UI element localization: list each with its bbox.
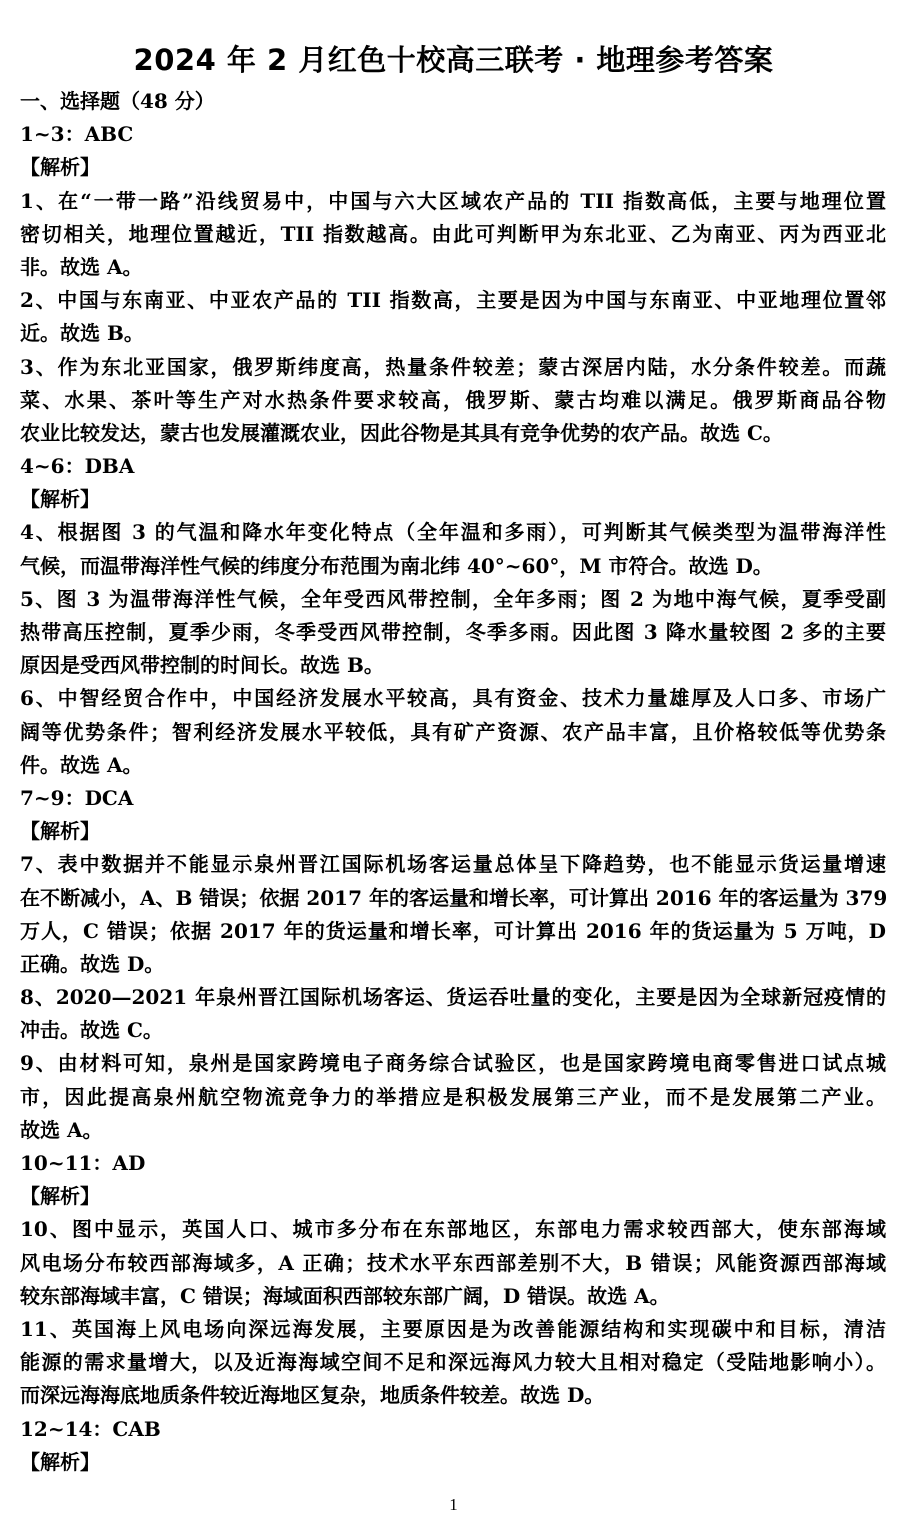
text-line: 热带高压控制，夏季少雨，冬季受西风带控制，冬季多雨。因此图 3 降水量较图 2 多的主要	[20, 620, 886, 644]
page-number: 1	[449, 1495, 458, 1514]
text-line: 故选 A。	[20, 1117, 103, 1142]
text-line: 2、中国与东南亚、中亚农产品的 TII 指数高，主要是因为中国与东南亚、中亚地理位置邻	[20, 288, 886, 313]
analysis-label: 【解析】	[20, 487, 100, 512]
text-line: 5、图 3 为温带海洋性气候，全年受西风带控制，全年多雨；图 2 为地中海气候，夏季受副	[20, 586, 886, 611]
text-line: 非。故选 A。	[20, 254, 143, 279]
section-heading: 一、选择题（48 分）	[20, 89, 215, 113]
page-title: 2024 年 2 月红色十校高三联考 · 地理参考答案	[133, 43, 774, 77]
text-line: 在不断减小，A、B 错误；依据 2017 年的客运量和增长率，可计算出 2016 年的客运量为 379	[20, 885, 888, 910]
text-line: 农业比较发达，蒙古也发展灌溉农业，因此谷物是其具有竞争优势的农产品。故选 C。	[20, 420, 783, 445]
answer-key: 1~3：ABC	[20, 122, 134, 147]
text-line: 阔等优势条件；智利经济发展水平较低，具有矿产资源、农产品丰富，且价格较低等优势条	[20, 719, 886, 744]
text-line: 而深远海海底地质条件较近海地区复杂，地质条件较差。故选 D。	[20, 1383, 605, 1408]
text-line: 密切相关，地理位置越近，TII 指数越高。由此可判断甲为东北亚、乙为南亚、丙为西亚北	[20, 221, 886, 246]
text-line: 风电场分布较西部海域多，A 正确；技术水平东西部差别不大，B 错误；风能资源西部海域	[20, 1250, 886, 1275]
answer-key: 7~9：DCA	[20, 785, 134, 810]
text-line: 气候，而温带海洋性气候的纬度分布范围为南北纬 40°~60°，M 市符合。故选 D。	[20, 553, 773, 578]
text-line: 原因是受西风带控制的时间长。故选 B。	[20, 653, 384, 678]
text-line: 10、图中显示，英国人口、城市多分布在东部地区，东部电力需求较西部大，使东部海域	[20, 1217, 886, 1242]
text-line: 3、作为东北亚国家，俄罗斯纬度高，热量条件较差；蒙古深居内陆，水分条件较差。而蔬	[20, 354, 886, 379]
text-line: 1、在“一带一路”沿线贸易中，中国与六大区域农产品的 TII 指数高低，主要与地理位置	[20, 188, 886, 213]
text-line: 11、英国海上风电场向深远海发展，主要原因是为改善能源结构和实现碳中和目标，清洁	[20, 1316, 886, 1341]
text-line: 件。故选 A。	[20, 752, 143, 777]
answer-content	[20, 85, 886, 1479]
text-line: 8、2020—2021 年泉州晋江国际机场客运、货运吞吐量的变化，主要是因为全球新冠疫情的	[20, 985, 886, 1010]
text-line: 能源的需求量增大，以及近海海域空间不足和深远海风力较大且相对稳定（受陆地影响小）。	[20, 1350, 886, 1375]
text-line: 7、表中数据并不能显示泉州晋江国际机场客运量总体呈下降趋势，也不能显示货运量增速	[20, 852, 886, 877]
answer-key: 10~11：AD	[20, 1151, 146, 1175]
text-line: 6、中智经贸合作中，中国经济发展水平较高，具有资金、技术力量雄厚及人口多、市场广	[20, 686, 886, 711]
text-line: 冲击。故选 C。	[20, 1018, 163, 1043]
text-line: 万人，C 错误；依据 2017 年的货运量和增长率，可计算出 2016 年的货运量为 5 万吨，D	[20, 918, 886, 943]
text-line: 较东部海域丰富，C 错误；海域面积西部较东部广阔，D 错误。故选 A。	[20, 1283, 670, 1308]
analysis-label: 【解析】	[20, 1449, 100, 1474]
text-line: 9、由材料可知，泉州是国家跨境电子商务综合试验区，也是国家跨境电商零售进口试点城	[20, 1051, 886, 1076]
text-line: 正确。故选 D。	[20, 951, 165, 976]
answer-key: 4~6：DBA	[20, 454, 135, 479]
answer-key: 12~14：CAB	[20, 1416, 161, 1441]
text-line: 市，因此提高泉州航空物流竞争力的举措应是积极发展第三产业，而不是发展第二产业。	[20, 1084, 886, 1109]
text-line: 菜、水果、茶叶等生产对水热条件要求较高，俄罗斯、蒙古均难以满足。俄罗斯商品谷物	[20, 387, 886, 412]
text-line: 近。故选 B。	[20, 321, 144, 346]
text-line: 4、根据图 3 的气温和降水年变化特点（全年温和多雨），可判断其气候类型为温带海洋性	[20, 520, 886, 545]
analysis-label: 【解析】	[20, 819, 100, 844]
analysis-label: 【解析】	[20, 1184, 100, 1209]
analysis-label: 【解析】	[20, 155, 100, 180]
